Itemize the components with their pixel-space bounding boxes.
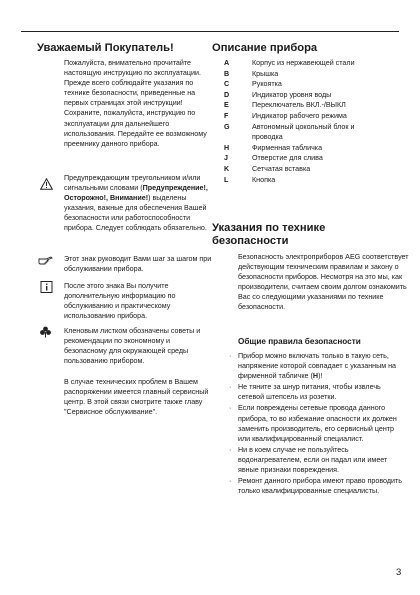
- part-letter: D: [224, 90, 230, 99]
- page-number: 3: [396, 567, 402, 578]
- warning-text-a: Предупреждающим треугольником и/или сигнальными словами (: [64, 174, 201, 193]
- bullet-item: [229, 351, 407, 381]
- part-item: [224, 69, 414, 80]
- part-label: Индикатор рабочего режима: [252, 111, 347, 120]
- part-item: [224, 111, 414, 122]
- part-label: Индикатор уровня воды: [252, 90, 332, 99]
- bullet-item: [229, 403, 407, 443]
- bullet-item: [229, 445, 407, 475]
- safety-intro: Безопасность электроприборов AEG соответствует действующим техническим правилам и закону о безопасности приборов. Несмотря на это мы, как производители, считаем своим долгом ознакомить Вас со следующими указаниями по технике безопасности.: [238, 253, 409, 312]
- part-item: [224, 100, 414, 111]
- part-label: Переключатель ВКЛ.-/ВЫКЛ: [252, 101, 346, 110]
- service-paragraph: В случае технических проблем в Вашем распоряжении имеется главный сервисный центр. В этой связи смотрите также главу "Сервисное обслуживание".: [64, 378, 209, 417]
- bullet-text-b: )!: [318, 372, 323, 381]
- safety-heading: Указания по технике безопасности: [212, 222, 326, 247]
- part-label: Рукоятка: [252, 80, 282, 89]
- bullet-text: Не тяните за шнур питания, чтобы извлечь сетевой штепсель из розетки.: [238, 383, 381, 402]
- part-label: Кнопка: [252, 175, 276, 184]
- part-letter: K: [224, 164, 230, 173]
- bullet-mark: ·: [229, 477, 232, 486]
- part-letter: E: [224, 101, 229, 110]
- warning-text-b: ) выделены указания, важные для обеспечения Вашей безопасности или работоспособности прибора. Следует соблюдать обязательно.: [64, 194, 207, 233]
- parts-list: [224, 58, 414, 185]
- part-item: [224, 79, 414, 90]
- part-label: Фирменная табличка: [252, 143, 323, 152]
- bullet-mark: ·: [229, 445, 232, 454]
- part-letter: H: [224, 143, 230, 152]
- part-item: [224, 164, 414, 175]
- part-letter: L: [224, 175, 229, 184]
- intro-paragraph: Пожалуйста, внимательно прочитайте настоящую инструкцию по эксплуатации. Прежде всего соблюдайте указания по технике безопасности, приведенные на первых страницах этой инструкции! Сохраните, пожалуйста, инструкцию по эксплуатации для дальнейшего использования. Передайте ее возможному преемнику данного прибора.: [64, 59, 207, 148]
- part-item: [224, 90, 414, 101]
- part-label: Сетчатая вставка: [252, 164, 311, 173]
- part-letter: G: [224, 122, 230, 131]
- part-item: [224, 58, 414, 69]
- pointing-hand-icon: [38, 254, 53, 266]
- safety-bullets: [229, 351, 407, 497]
- part-letter: J: [224, 154, 228, 163]
- part-item: [224, 175, 414, 186]
- bullet-item: [229, 476, 407, 496]
- bullet-mark: ·: [229, 383, 232, 392]
- part-item: [224, 122, 414, 143]
- general-rules-heading: Общие правила безопасности: [238, 337, 361, 346]
- part-label: Отверстие для слива: [252, 154, 323, 163]
- hand-paragraph: Этот знак руководит Вами шаг за шагом при обслуживании прибора.: [64, 255, 212, 274]
- part-letter: F: [224, 111, 229, 120]
- warning-signal-words: Предупреждение!, Осторожно!, Внимание!: [64, 184, 208, 203]
- bullet-text-a: Прибор можно включать только в такую сеть, напряжение которой совпадает с указанным на фирменной табличке (: [238, 352, 397, 381]
- clover-leaf-icon: [39, 326, 52, 338]
- info-paragraph: После этого знака Вы получите дополнительную информацию по обслуживанию и практическому использованию прибора.: [64, 282, 176, 321]
- part-item: [224, 143, 414, 154]
- bullet-ref: H: [312, 372, 319, 381]
- part-item: [224, 153, 414, 164]
- part-letter: B: [224, 69, 230, 78]
- warning-paragraph: [64, 173, 219, 234]
- greeting-heading: Уважаемый Покупатель!: [37, 42, 174, 54]
- part-label: Корпус из нержавеющей стали: [252, 59, 355, 67]
- bullet-item: [229, 382, 407, 402]
- info-icon: [40, 281, 53, 293]
- bullet-mark: ·: [229, 352, 232, 360]
- bullet-text: Ремонт данного прибора имеют право проводить только квалифицированные специалисты.: [238, 477, 402, 496]
- part-letter: A: [224, 59, 230, 67]
- bullet-mark: ·: [229, 404, 232, 413]
- part-label: Автономный цокольный блок и проводка: [252, 122, 355, 142]
- description-heading: Описание прибора: [212, 42, 318, 54]
- bullet-text: Если повреждены сетевые провода данного прибора, то во избежание опасности их должен заменить производитель, его сервисный центр или квалифицированный специалист.: [238, 404, 397, 443]
- warning-triangle-icon: [40, 178, 53, 190]
- top-rule: [21, 31, 399, 32]
- part-letter: C: [224, 80, 230, 89]
- clover-paragraph: Кленовым листком обозначены советы и рекомендации по экономному и безопасному для окружающей среды пользованию прибором.: [64, 327, 201, 366]
- part-label: Крышка: [252, 69, 279, 78]
- bullet-text: Ни в коем случае не пользуйтесь водонагревателем, если он падал или имеет явные признаки повреждения.: [238, 445, 388, 475]
